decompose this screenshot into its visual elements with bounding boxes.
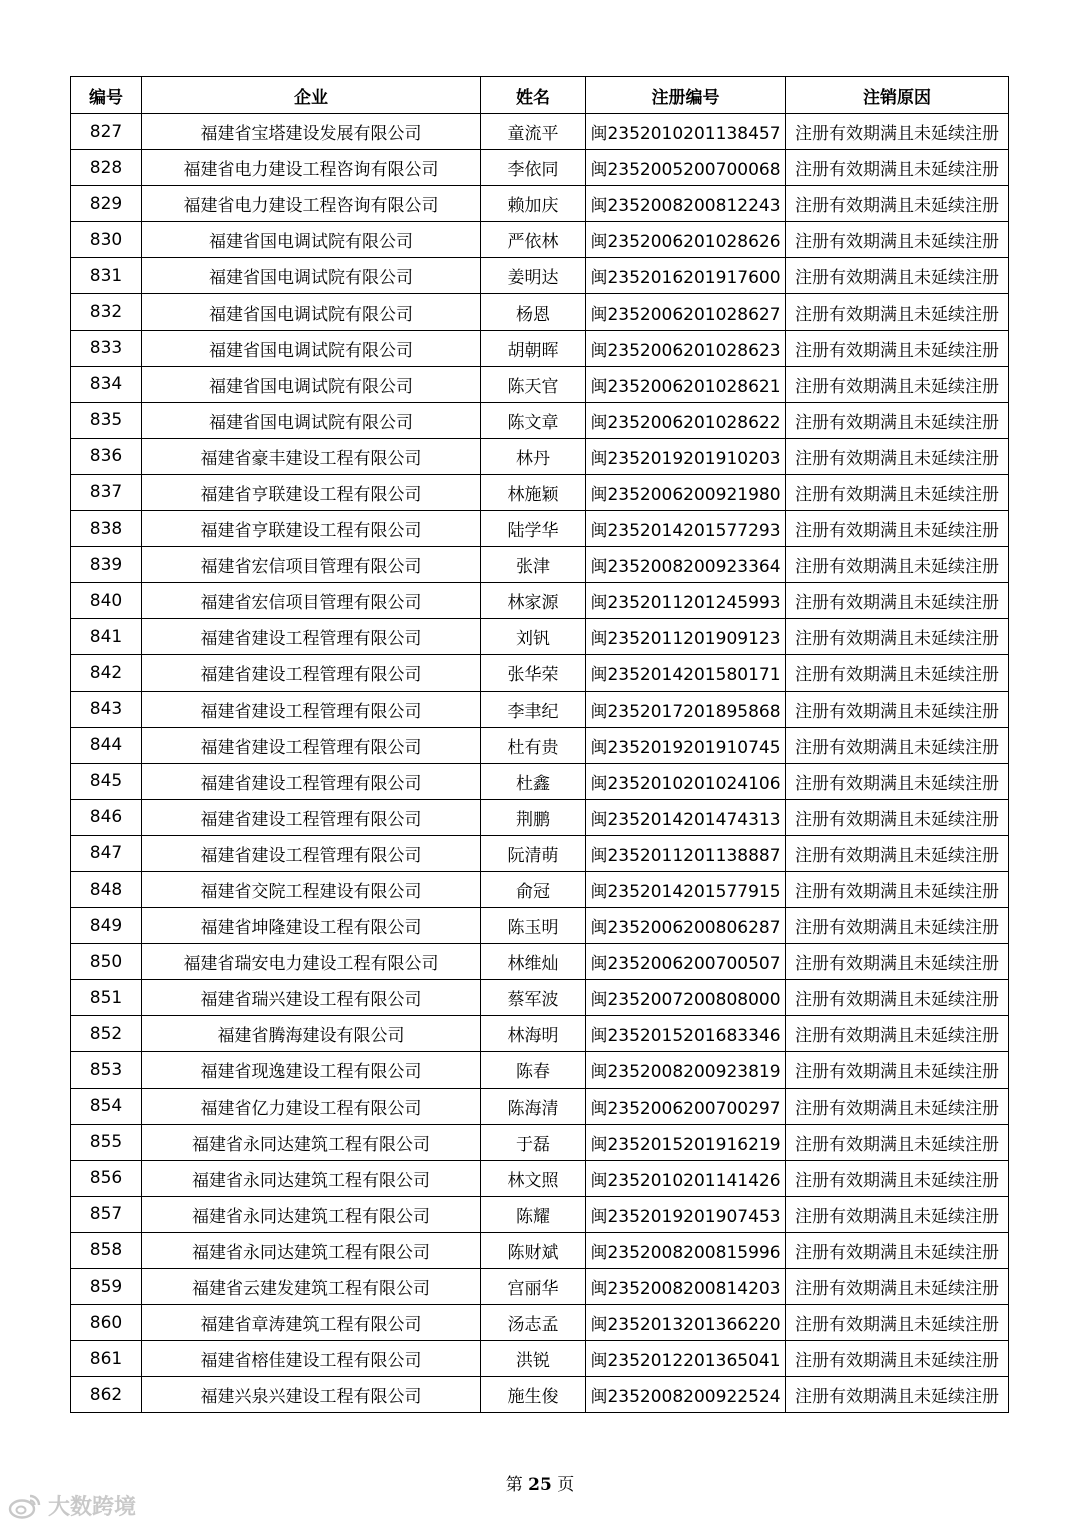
table-row [71, 330, 1009, 366]
registration-number-cell: 闽2352008200923819 [586, 1052, 786, 1088]
cancellation-reason-cell: 注册有效期满且未延续注册 [786, 438, 1009, 474]
table-row [71, 474, 1009, 510]
company-cell: 福建省建设工程管理有限公司 [142, 619, 481, 655]
company-cell: 福建省建设工程管理有限公司 [142, 799, 481, 835]
company-cell: 福建省国电调试院有限公司 [142, 222, 481, 258]
table-row [71, 763, 1009, 799]
row-number: 832 [71, 294, 142, 330]
registration-cancellation-table-container [70, 76, 1008, 1413]
cancellation-reason-cell: 注册有效期满且未延续注册 [786, 1016, 1009, 1052]
company-cell: 福建省电力建设工程咨询有限公司 [142, 186, 481, 222]
row-number: 829 [71, 186, 142, 222]
registration-number-cell: 闽2352010201141426 [586, 1160, 786, 1196]
cancellation-reason-cell: 注册有效期满且未延续注册 [786, 258, 1009, 294]
header-company: 企业 [142, 77, 481, 114]
cancellation-reason-cell: 注册有效期满且未延续注册 [786, 1377, 1009, 1413]
registration-number-cell: 闽2352014201577293 [586, 511, 786, 547]
company-cell: 福建省国电调试院有限公司 [142, 294, 481, 330]
registration-number-cell: 闽2352014201474313 [586, 799, 786, 835]
table-row [71, 114, 1009, 150]
table-row [71, 727, 1009, 763]
cancellation-reason-cell: 注册有效期满且未延续注册 [786, 691, 1009, 727]
company-cell: 福建省坤隆建设工程有限公司 [142, 908, 481, 944]
name-cell: 林家源 [481, 583, 586, 619]
row-number: 853 [71, 1052, 142, 1088]
name-cell: 林丹 [481, 438, 586, 474]
row-number: 857 [71, 1196, 142, 1232]
company-cell: 福建省永同达建筑工程有限公司 [142, 1124, 481, 1160]
table-row [71, 871, 1009, 907]
company-cell: 福建省瑞安电力建设工程有限公司 [142, 944, 481, 980]
name-cell: 荆鹏 [481, 799, 586, 835]
header-row [71, 77, 1009, 114]
table-row [71, 1088, 1009, 1124]
table-row [71, 366, 1009, 402]
registration-number-cell: 闽2352011201909123 [586, 619, 786, 655]
name-cell: 林海明 [481, 1016, 586, 1052]
row-number: 837 [71, 474, 142, 510]
name-cell: 林维灿 [481, 944, 586, 980]
table-row [71, 1196, 1009, 1232]
cancellation-reason-cell: 注册有效期满且未延续注册 [786, 1196, 1009, 1232]
name-cell: 姜明达 [481, 258, 586, 294]
cancellation-reason-cell: 注册有效期满且未延续注册 [786, 150, 1009, 186]
cancellation-reason-cell: 注册有效期满且未延续注册 [786, 583, 1009, 619]
company-cell: 福建省国电调试院有限公司 [142, 366, 481, 402]
company-cell: 福建省国电调试院有限公司 [142, 258, 481, 294]
company-cell: 福建省榕佳建设工程有限公司 [142, 1341, 481, 1377]
row-number: 834 [71, 366, 142, 402]
row-number: 856 [71, 1160, 142, 1196]
cancellation-reason-cell: 注册有效期满且未延续注册 [786, 366, 1009, 402]
company-cell: 福建省建设工程管理有限公司 [142, 691, 481, 727]
watermark-text: 大数跨境 [48, 1495, 137, 1520]
company-cell: 福建省章涛建筑工程有限公司 [142, 1305, 481, 1341]
row-number: 842 [71, 655, 142, 691]
registration-number-cell: 闽2352013201366220 [586, 1305, 786, 1341]
company-cell: 福建省永同达建筑工程有限公司 [142, 1232, 481, 1268]
table-row [71, 1124, 1009, 1160]
name-cell: 林施颖 [481, 474, 586, 510]
registration-number-cell: 闽2352010201138457 [586, 114, 786, 150]
name-cell: 张津 [481, 547, 586, 583]
registration-number-cell: 闽2352006200806287 [586, 908, 786, 944]
cancellation-reason-cell: 注册有效期满且未延续注册 [786, 1124, 1009, 1160]
registration-number-cell: 闽2352006200700507 [586, 944, 786, 980]
registration-number-cell: 闽2352006201028622 [586, 402, 786, 438]
registration-number-cell: 闽2352012201365041 [586, 1341, 786, 1377]
cancellation-reason-cell: 注册有效期满且未延续注册 [786, 1269, 1009, 1305]
company-cell: 福建省交院工程建设有限公司 [142, 871, 481, 907]
header-cancellation-reason: 注销原因 [786, 77, 1009, 114]
company-cell: 福建省建设工程管理有限公司 [142, 835, 481, 871]
company-cell: 福建省豪丰建设工程有限公司 [142, 438, 481, 474]
cancellation-reason-cell: 注册有效期满且未延续注册 [786, 763, 1009, 799]
company-cell: 福建省建设工程管理有限公司 [142, 727, 481, 763]
row-number: 835 [71, 402, 142, 438]
table-row [71, 799, 1009, 835]
company-cell: 福建省国电调试院有限公司 [142, 330, 481, 366]
table-row [71, 1269, 1009, 1305]
table-row [71, 1341, 1009, 1377]
registration-number-cell: 闽2352011201138887 [586, 835, 786, 871]
cancellation-reason-cell: 注册有效期满且未延续注册 [786, 1232, 1009, 1268]
table-row [71, 438, 1009, 474]
name-cell: 宫丽华 [481, 1269, 586, 1305]
table-row [71, 619, 1009, 655]
cancellation-reason-cell: 注册有效期满且未延续注册 [786, 871, 1009, 907]
registration-number-cell: 闽2352007200808000 [586, 980, 786, 1016]
row-number: 828 [71, 150, 142, 186]
row-number: 849 [71, 908, 142, 944]
name-cell: 张华荣 [481, 655, 586, 691]
cancellation-reason-cell: 注册有效期满且未延续注册 [786, 474, 1009, 510]
row-number: 841 [71, 619, 142, 655]
table-row [71, 980, 1009, 1016]
company-cell: 福建省宝塔建设发展有限公司 [142, 114, 481, 150]
page-prefix: 第 [505, 1475, 523, 1495]
name-cell: 杜鑫 [481, 763, 586, 799]
registration-cancellation-table [70, 76, 1009, 1413]
cancellation-reason-cell: 注册有效期满且未延续注册 [786, 655, 1009, 691]
name-cell: 陈海清 [481, 1088, 586, 1124]
registration-number-cell: 闽2352011201245993 [586, 583, 786, 619]
table-row [71, 583, 1009, 619]
cancellation-reason-cell: 注册有效期满且未延续注册 [786, 799, 1009, 835]
registration-number-cell: 闽2352019201910203 [586, 438, 786, 474]
name-cell: 刘钒 [481, 619, 586, 655]
company-cell: 福建省国电调试院有限公司 [142, 402, 481, 438]
cancellation-reason-cell: 注册有效期满且未延续注册 [786, 1088, 1009, 1124]
company-cell: 福建省云建发建筑工程有限公司 [142, 1269, 481, 1305]
table-row [71, 1052, 1009, 1088]
row-number: 855 [71, 1124, 142, 1160]
row-number: 860 [71, 1305, 142, 1341]
registration-number-cell: 闽2352015201916219 [586, 1124, 786, 1160]
cancellation-reason-cell: 注册有效期满且未延续注册 [786, 511, 1009, 547]
table-row [71, 1232, 1009, 1268]
table-row [71, 511, 1009, 547]
cancellation-reason-cell: 注册有效期满且未延续注册 [786, 619, 1009, 655]
registration-number-cell: 闽2352006201028626 [586, 222, 786, 258]
page-suffix: 页 [557, 1475, 575, 1495]
table-row [71, 835, 1009, 871]
registration-number-cell: 闽2352015201683346 [586, 1016, 786, 1052]
registration-number-cell: 闽2352006200700297 [586, 1088, 786, 1124]
row-number: 827 [71, 114, 142, 150]
cancellation-reason-cell: 注册有效期满且未延续注册 [786, 402, 1009, 438]
row-number: 848 [71, 871, 142, 907]
company-cell: 福建省腾海建设有限公司 [142, 1016, 481, 1052]
name-cell: 李依同 [481, 150, 586, 186]
cancellation-reason-cell: 注册有效期满且未延续注册 [786, 908, 1009, 944]
company-cell: 福建兴泉兴建设工程有限公司 [142, 1377, 481, 1413]
weibo-logo-icon [8, 1492, 42, 1520]
name-cell: 李聿纪 [481, 691, 586, 727]
company-cell: 福建省亨联建设工程有限公司 [142, 474, 481, 510]
row-number: 843 [71, 691, 142, 727]
table-header [71, 77, 1009, 114]
row-number: 844 [71, 727, 142, 763]
cancellation-reason-cell: 注册有效期满且未延续注册 [786, 980, 1009, 1016]
row-number: 830 [71, 222, 142, 258]
table-row [71, 186, 1009, 222]
registration-number-cell: 闽2352016201917600 [586, 258, 786, 294]
cancellation-reason-cell: 注册有效期满且未延续注册 [786, 222, 1009, 258]
row-number: 858 [71, 1232, 142, 1268]
table-row [71, 691, 1009, 727]
table-row [71, 1377, 1009, 1413]
watermark [8, 1490, 136, 1521]
table-row [71, 258, 1009, 294]
name-cell: 俞冠 [481, 871, 586, 907]
row-number: 840 [71, 583, 142, 619]
cancellation-reason-cell: 注册有效期满且未延续注册 [786, 1305, 1009, 1341]
name-cell: 林文照 [481, 1160, 586, 1196]
registration-number-cell: 闽2352008200923364 [586, 547, 786, 583]
row-number: 862 [71, 1377, 142, 1413]
row-number: 831 [71, 258, 142, 294]
row-number: 845 [71, 763, 142, 799]
table-row [71, 944, 1009, 980]
name-cell: 赖加庆 [481, 186, 586, 222]
registration-number-cell: 闽2352006200921980 [586, 474, 786, 510]
registration-number-cell: 闽2352010201024106 [586, 763, 786, 799]
table-body [71, 114, 1009, 1413]
table-row [71, 908, 1009, 944]
cancellation-reason-cell: 注册有效期满且未延续注册 [786, 186, 1009, 222]
header-name: 姓名 [481, 77, 586, 114]
header-registration-number: 注册编号 [586, 77, 786, 114]
registration-number-cell: 闽2352019201910745 [586, 727, 786, 763]
table-row [71, 1305, 1009, 1341]
row-number: 847 [71, 835, 142, 871]
name-cell: 杨恩 [481, 294, 586, 330]
registration-number-cell: 闽2352008200812243 [586, 186, 786, 222]
name-cell: 阮清萌 [481, 835, 586, 871]
name-cell: 于磊 [481, 1124, 586, 1160]
name-cell: 陈玉明 [481, 908, 586, 944]
registration-number-cell: 闽2352005200700068 [586, 150, 786, 186]
company-cell: 福建省亨联建设工程有限公司 [142, 511, 481, 547]
name-cell: 陈文章 [481, 402, 586, 438]
row-number: 833 [71, 330, 142, 366]
registration-number-cell: 闽2352017201895868 [586, 691, 786, 727]
registration-number-cell: 闽2352008200814203 [586, 1269, 786, 1305]
row-number: 838 [71, 511, 142, 547]
cancellation-reason-cell: 注册有效期满且未延续注册 [786, 944, 1009, 980]
registration-number-cell: 闽2352006201028627 [586, 294, 786, 330]
company-cell: 福建省亿力建设工程有限公司 [142, 1088, 481, 1124]
row-number: 850 [71, 944, 142, 980]
page-number-value: 25 [528, 1475, 552, 1495]
name-cell: 陆学华 [481, 511, 586, 547]
table-row [71, 222, 1009, 258]
row-number: 852 [71, 1016, 142, 1052]
company-cell: 福建省永同达建筑工程有限公司 [142, 1160, 481, 1196]
table-row [71, 294, 1009, 330]
registration-number-cell: 闽2352006201028623 [586, 330, 786, 366]
name-cell: 施生俊 [481, 1377, 586, 1413]
page-number [0, 1470, 1080, 1495]
registration-number-cell: 闽2352014201577915 [586, 871, 786, 907]
row-number: 861 [71, 1341, 142, 1377]
registration-number-cell: 闽2352014201580171 [586, 655, 786, 691]
registration-number-cell: 闽2352008200922524 [586, 1377, 786, 1413]
cancellation-reason-cell: 注册有效期满且未延续注册 [786, 114, 1009, 150]
company-cell: 福建省永同达建筑工程有限公司 [142, 1196, 481, 1232]
company-cell: 福建省电力建设工程咨询有限公司 [142, 150, 481, 186]
company-cell: 福建省现逸建设工程有限公司 [142, 1052, 481, 1088]
row-number: 854 [71, 1088, 142, 1124]
table-row [71, 150, 1009, 186]
cancellation-reason-cell: 注册有效期满且未延续注册 [786, 1160, 1009, 1196]
name-cell: 陈耀 [481, 1196, 586, 1232]
name-cell: 童流平 [481, 114, 586, 150]
name-cell: 陈天官 [481, 366, 586, 402]
row-number: 846 [71, 799, 142, 835]
table-row [71, 402, 1009, 438]
name-cell: 汤志孟 [481, 1305, 586, 1341]
company-cell: 福建省建设工程管理有限公司 [142, 655, 481, 691]
table-row [71, 547, 1009, 583]
registration-number-cell: 闽2352019201907453 [586, 1196, 786, 1232]
row-number: 851 [71, 980, 142, 1016]
company-cell: 福建省宏信项目管理有限公司 [142, 583, 481, 619]
cancellation-reason-cell: 注册有效期满且未延续注册 [786, 330, 1009, 366]
name-cell: 陈春 [481, 1052, 586, 1088]
company-cell: 福建省宏信项目管理有限公司 [142, 547, 481, 583]
cancellation-reason-cell: 注册有效期满且未延续注册 [786, 547, 1009, 583]
cancellation-reason-cell: 注册有效期满且未延续注册 [786, 727, 1009, 763]
name-cell: 严依林 [481, 222, 586, 258]
registration-number-cell: 闽2352006201028621 [586, 366, 786, 402]
name-cell: 胡朝晖 [481, 330, 586, 366]
table-row [71, 655, 1009, 691]
table-row [71, 1160, 1009, 1196]
registration-number-cell: 闽2352008200815996 [586, 1232, 786, 1268]
cancellation-reason-cell: 注册有效期满且未延续注册 [786, 1052, 1009, 1088]
cancellation-reason-cell: 注册有效期满且未延续注册 [786, 294, 1009, 330]
company-cell: 福建省建设工程管理有限公司 [142, 763, 481, 799]
name-cell: 陈财斌 [481, 1232, 586, 1268]
cancellation-reason-cell: 注册有效期满且未延续注册 [786, 1341, 1009, 1377]
name-cell: 杜有贵 [481, 727, 586, 763]
cancellation-reason-cell: 注册有效期满且未延续注册 [786, 835, 1009, 871]
row-number: 859 [71, 1269, 142, 1305]
name-cell: 蔡军波 [481, 980, 586, 1016]
row-number: 839 [71, 547, 142, 583]
company-cell: 福建省瑞兴建设工程有限公司 [142, 980, 481, 1016]
name-cell: 洪锐 [481, 1341, 586, 1377]
row-number: 836 [71, 438, 142, 474]
header-number: 编号 [71, 77, 142, 114]
table-row [71, 1016, 1009, 1052]
